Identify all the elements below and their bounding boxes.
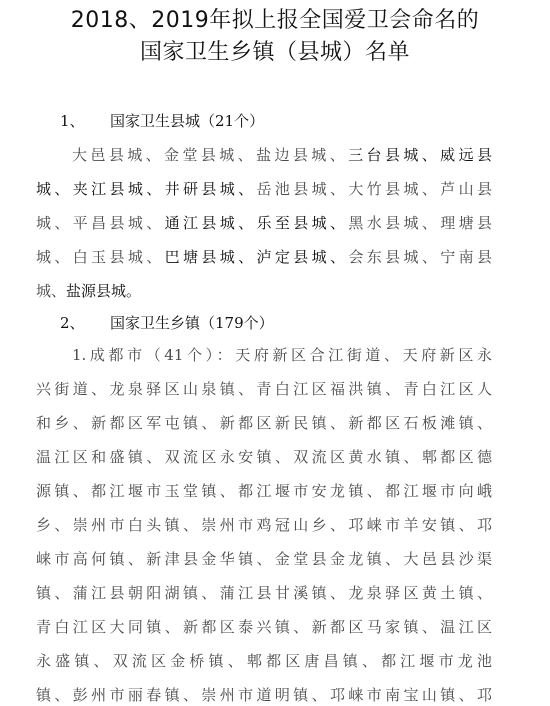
county-list-text: 盐源县城。 <box>66 282 142 300</box>
section-2-line: 镇、蒲江县朝阳湖镇、蒲江县甘溪镇、龙泉驿区黄土镇、 <box>36 584 492 602</box>
section-2-title: 国家卫生乡镇（179个） <box>110 314 274 332</box>
section-1-heading <box>60 110 264 132</box>
section-1-line <box>36 178 492 200</box>
county-list-text: 城、平昌县城、 <box>36 214 165 232</box>
section-1-title: 国家卫生县城（21个） <box>110 112 265 130</box>
section-2-line: 永盛镇、双流区金桥镇、郫都区唐昌镇、都江堰市龙池 <box>36 652 492 670</box>
county-list-text: 黑水县城、理塘县 <box>348 214 492 232</box>
section-2-line: 镇、彭州市丽春镇、崇州市道明镇、邛崃市南宝山镇、邛 <box>36 686 492 704</box>
page-title-line-1: 2018、2019年拟上报全国爱卫会命名的 <box>70 8 480 33</box>
section-1-line <box>72 144 492 166</box>
section-2-line: 乡、崇州市白头镇、崇州市鸡冠山乡、邛崃市羊安镇、邛 <box>36 516 492 534</box>
section-1-line <box>36 280 492 302</box>
section-2-heading <box>60 312 274 334</box>
section-2-line: 和乡、新都区军屯镇、新都区新民镇、新都区石板滩镇、 <box>36 414 492 432</box>
county-list-text: 三台县城、威远县 <box>348 146 492 164</box>
county-list-text: 通江县城、乐至县城、 <box>164 214 349 232</box>
section-2-line: 青白江区大同镇、新都区泰兴镇、新都区马家镇、温江区 <box>36 618 492 636</box>
section-2-number: 2、 <box>60 314 85 332</box>
section-2-line: 1.成都市（41个）：天府新区合江街道、天府新区永 <box>72 346 492 364</box>
page-title-line-2: 国家卫生乡镇（县城）名单 <box>139 40 410 65</box>
county-list-text: 大邑县城、金堂县城、盐边县城、 <box>72 146 349 164</box>
section-2-line: 兴街道、龙泉驿区山泉镇、青白江区福洪镇、青白江区人 <box>36 380 492 398</box>
county-list-text: 岳池县城、大竹县城、芦山县 <box>256 180 492 198</box>
county-list-text: 城、 <box>36 282 67 300</box>
section-1-line <box>36 212 492 234</box>
county-list-text: 会东县城、宁南县 <box>348 248 492 266</box>
county-list-text: 巴塘县城、泸定县城、 <box>164 248 349 266</box>
section-1-number: 1、 <box>60 112 85 130</box>
section-2-line: 崃市高何镇、新津县金华镇、金堂县金龙镇、大邑县沙渠 <box>36 550 492 568</box>
section-2-line: 温江区和盛镇、双流区永安镇、双流区黄水镇、郫都区德 <box>36 448 492 466</box>
county-list-text: 城、夹江县城、井研县城、 <box>36 180 257 198</box>
county-list-text: 城、白玉县城、 <box>36 248 165 266</box>
section-2-line: 源镇、都江堰市玉堂镇、都江堰市安龙镇、都江堰市向峨 <box>36 482 492 500</box>
section-1-line <box>36 246 492 268</box>
